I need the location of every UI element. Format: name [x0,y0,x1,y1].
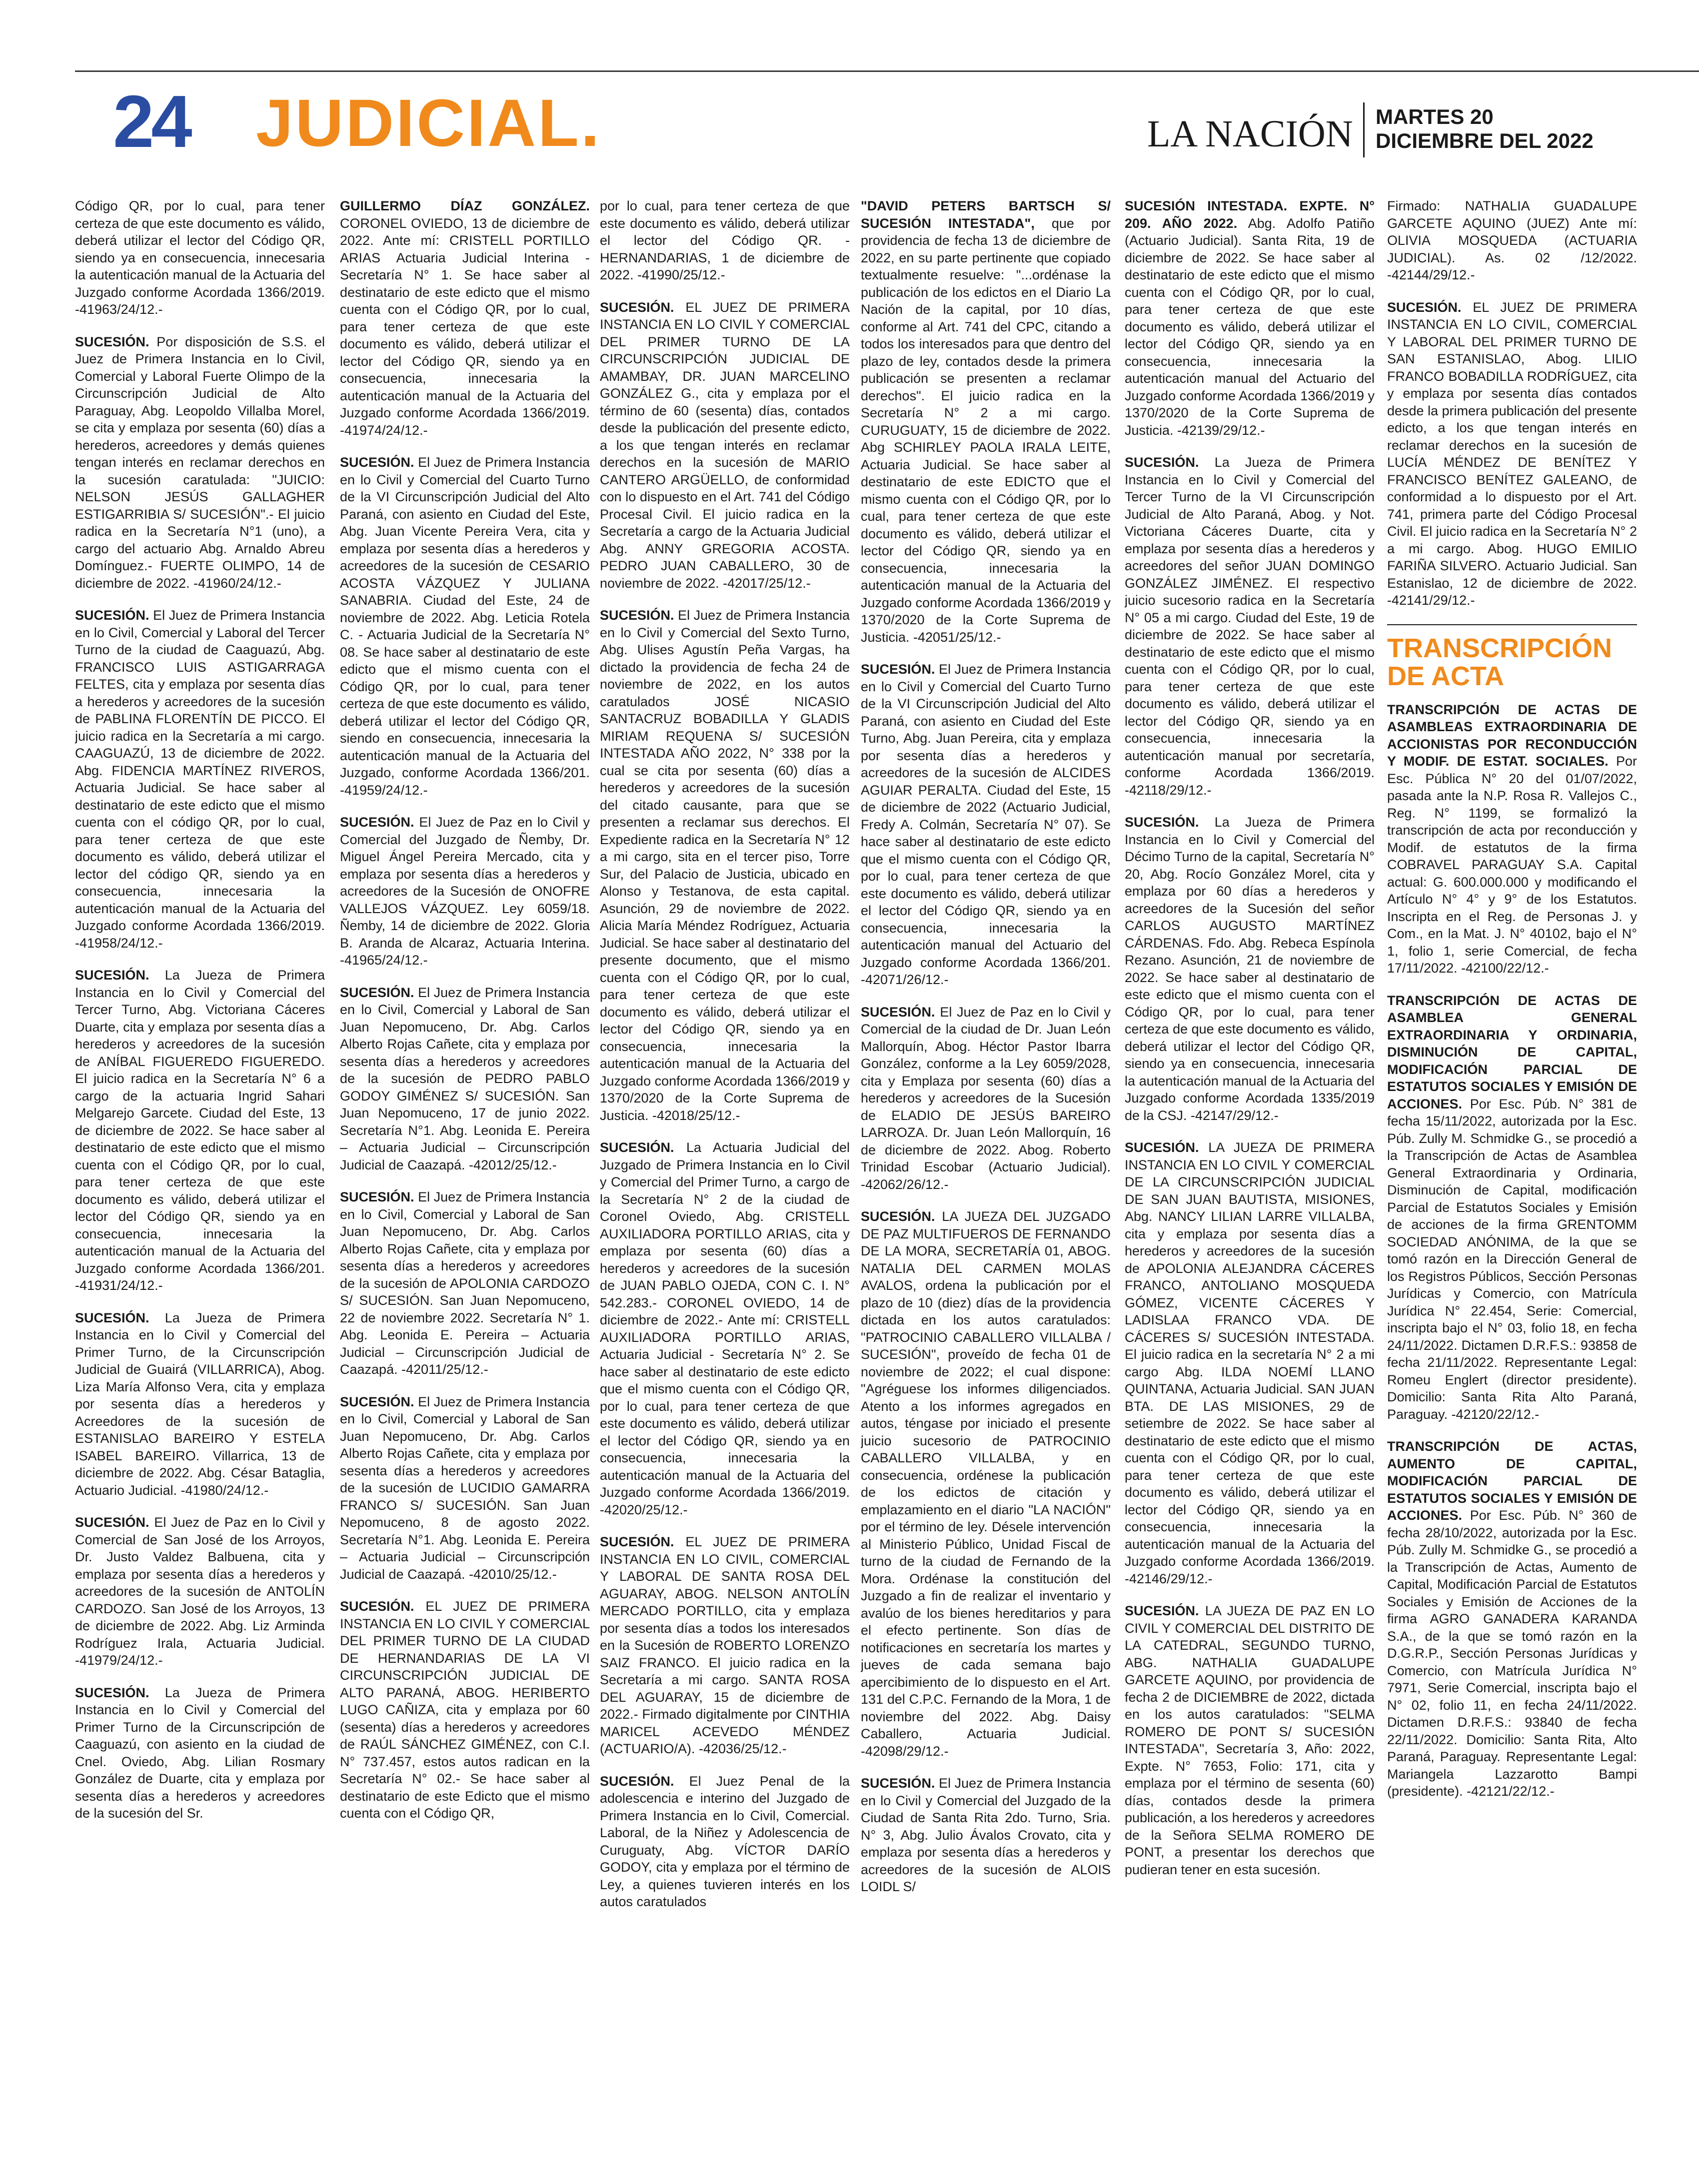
notice-body: LA JUEZA DE PAZ EN LO CIVIL Y COMERCIAL DEL DISTRITO DE LA CATEDRAL, SEGUNDO TURNO, ABG. NATHALIA GUADALUPE GARCETE AQUINO, por providencia de fecha 2 de DICIEMBRE de 2022, dictada en los autos caratulados: "SELMA ROMERO DE PONT S/ SUCESIÓN INTESTADA", Secretaría 3, Año: 2022, Expte. N° 7653, Folio: 171, cita y emplaza por el término de sesenta (60) días, contados desde la primera publicación, a los herederos y acreedores de la Señora SELMA ROMERO DE PONT, a presentar los derechos que pudieran tener en esta sucesión. [1125,1603,1375,1877]
notice-body: Código QR, por lo cual, para tener certeza de que este documento es válido, deberá utilizar el lector del Código QR, siendo ya en consecuencia, innecesaria la autenticación manual de la Actuaria del Juzgado conforme Acordada 1366/2019. -41963/24/12.- [75,198,325,317]
notice-body: EL JUEZ DE PRIMERA INSTANCIA EN LO CIVIL Y COMERCIAL DEL PRIMER TURNO DE LA CIUDAD DE HERNANDARIAS DE LA VI CIRCUNSCRIPCIÓN JUDICIAL DE ALTO PARANÁ, ABOG. HERIBERTO LUGO CAÑIZA, cita y emplaza por 60 (sesenta) días a herederos y acreedores de RAÚL SÁNCHEZ GIMÉNEZ, con C.I. N° 737.457, estos autos radican en la Secretaría N° 02.- Se hace saber al destinatario de este Edicto que el mismo cuenta con el Código QR, [340,1599,590,1821]
legal-notice [75,1514,325,1669]
notice-body: CORONEL OVIEDO, 13 de diciembre de 2022. Ante mí: CRISTELL PORTILLO ARIAS Actuaria Judicial Interina - Secretaría N° 1. Se hace saber al destinatario de este edicto que el mismo cuenta con el Código QR, por lo cual, para tener certeza de que este documento es válido, deberá utilizar el lector del Código QR, siendo ya en consecuencia, innecesaria la autenticación manual de la Actuaria del Juzgado conforme Acordada 1366/2019. -41974/24/12.- [340,215,590,438]
column-4 [861,197,1111,2172]
date-line-1: MARTES 20 [1376,105,1494,128]
notice-body: El Juez de Paz en lo Civil y Comercial de la ciudad de Dr. Juan León Mallorquín, Abog. Héctor Pastor Ibarra González, conforme a la Ley 6059/2028, cita y Emplaza por sesenta (60) días a herederos y acreedores de la Sucesión de ELADIO DE JESÚS BAREIRO LARROZA. Dr. Juan León Mallorquín, 16 de diciembre de 2022. Abog. Roberto Trinidad Escobar (Actuario Judicial). -42062/26/12.- [861,1004,1111,1192]
header-divider [1363,102,1365,157]
legal-notice [340,984,590,1174]
legal-notice [340,814,590,969]
notice-body: La Jueza de Primera Instancia en lo Civil y Comercial del Tercer Turno, Abg. Victoriana Cáceres Duarte, cita y emplaza por sesenta días a herederos y acreedores de la sucesión de ANÍBAL FIGUEREDO FIGUEREDO. El juicio radica en la Secretaría N° 6 a cargo de la actuaria Ingrid Sahari Melgarejo Garcete. Ciudad del Este, 13 de diciembre de 2022. Se hace saber al destinatario de este edicto que el mismo cuenta con el Código QR, por lo cual, para tener certeza de que este documento es válido, deberá utilizar el lector del Código QR, siendo ya en consecuencia, innecesaria la autenticación manual de la Actuaria del Juzgado conforme Acordada 1366/201. -41931/24/12.- [75,968,325,1293]
notice-body: El Juez Penal de la adolescencia e interino del Juzgado de Primera Instancia en lo Civil, Comercial. Laboral, de la Niñez y Adolescencia de Curuguaty, Abg. VÍCTOR DARÍO GODOY, cita y emplaza por el término de Ley, a quienes tuvieren interés en los autos caratulados [600,1773,850,1909]
notice-body: La Jueza de Primera Instancia en lo Civil y Comercial del Décimo Turno de la capital, Secretaría N° 20, Abg. Rocío González Morel, cita y emplaza por 60 días a herederos y acreedores de la Sucesión del señor CARLOS AUGUSTO MARTÍNEZ CÁRDENAS. Fdo. Abg. Rebeca Espínola Rezano. Asunción, 21 de noviembre de 2022. Se hace saber al destinatario de este edicto que el mismo cuenta con el Código QR, por lo cual, para tener certeza de que este documento es válido, deberá utilizar el lector del Código QR, siendo ya en consecuencia, innecesaria la autenticación manual de la Actuaria del Juzgado conforme Acordada 1335/2019 de la CSJ. -42147/29/12.- [1125,815,1375,1123]
notice-body: El Juez de Primera Instancia en lo Civil, Comercial y Laboral del Tercer Turno de la ciudad de Caaguazú, Abg. FRANCISCO LUIS ASTIGARRAGA FELTES, cita y emplaza por sesenta días a herederos y acreedores de la sucesión de PABLINA FLORENTÍN DE PICCO. El juicio radica en la Secretaría a mi cargo. CAAGUAZÚ, 13 de diciembre de 2022. Abg. FIDENCIA MARTÍNEZ RIVEROS, Actuaria Judicial. Se hace saber al destinatario de este edicto que el mismo cuenta con el código QR, por lo cual, para tener certeza de que este documento es válido, deberá utilizar el lector del código QR, siendo ya en consecuencia, innecesaria la autenticación manual de la Actuaria del Juzgado conforme Acordada 1366/2019. -41958/24/12.- [75,608,325,951]
legal-notice [861,661,1111,989]
subsection-heading: TRANSCRIPCIÓN DE ACTA [1387,633,1613,691]
legal-notice [1387,197,1637,284]
section-title: JUDICIAL. [256,86,602,160]
notice-heading: SUCESIÓN. [340,455,414,470]
notice-heading: SUCESIÓN. [340,1189,414,1204]
legal-notice [75,607,325,952]
legal-notice [600,607,850,1124]
legal-notice [861,1004,1111,1193]
notice-body: LA JUEZA DE PRIMERA INSTANCIA EN LO CIVIL Y COMERCIAL DE LA CIRCUNSCRIPCIÓN JUDICIAL DE SAN JUAN BAUTISTA, MISIONES, Abg. NANCY LILIAN LARRE VILLALBA, cita y emplaza por sesenta días a herederos y acreedores de la sucesión de APOLONIA ALEJANDRA CÁCERES FRANCO, ANTOLIANO MOSQUEDA GÓMEZ, VICENTE CÁCERES Y LADISLAA FRANCO VDA. DE CÁCERES S/ SUCESIÓN INTESTADA. El juicio radica en la secretaría N° 2 a mi cargo Abg. ILDA NOEMÍ LLANO QUINTANA, Actuaria Judicial. SAN JUAN BTA. DE LAS MISIONES, 29 de setiembre de 2022. Se hace saber al destinatario de este edicto que el mismo cuenta con el Código QR, por lo cual, para tener certeza de que este documento es válido, deberá utilizar el lector del Código QR, siendo ya en consecuencia, innecesaria la autenticación manual de la Actuaria del Juzgado conforme Acordada 1366/2019. -42146/29/12.- [1125,1140,1375,1586]
legal-notice [340,454,590,799]
notice-heading: SUCESIÓN. [75,334,149,349]
legal-notice [1387,992,1637,1423]
notice-body: El Juez de Paz en lo Civil y Comercial del Juzgado de Ñemby, Dr. Miguel Ángel Pereira Mercado, cita y emplaza por sesenta días a herederos y acreedores de la Sucesión de ONOFRE VALLEJOS VÁZQUEZ. Ley 6059/18. Ñemby, 14 de diciembre de 2022. Gloria B. Aranda de Alcaraz, Actuaria Interina. -41965/24/12.- [340,815,590,968]
notice-body: Por disposición de S.S. el Juez de Primera Instancia en lo Civil, Comercial y Laboral Fuerte Olimpo de la Circunscripción Judicial de Alto Paraguay, Abg. Leopoldo Villalba Morel, se cita y emplaza por sesenta (60) días a herederos, acreedores y demás quienes tengan interés en reclamar derechos en la sucesión caratulada: "JUICIO: NELSON JESÚS GALLAGHER ESTIGARRIBIA S/ SUCESIÓN".- El juicio radica en la Secretaría N°1 (uno), a cargo del actuario Abg. Arnaldo Abreu Domínguez.- FUERTE OLIMPO, 14 de diciembre de 2022. -41960/24/12.- [75,334,325,591]
notice-heading: SUCESIÓN. [340,1599,414,1614]
notice-heading: SUCESIÓN INTESTADA. EXPTE. N° 209. AÑO 2022. [1125,198,1375,231]
notice-heading: SUCESIÓN. [600,1773,674,1789]
legal-notice [1125,814,1375,1124]
notice-heading: SUCESIÓN. [861,1209,935,1224]
notice-heading: "DAVID PETERS BARTSCH S/ SUCESIÓN INTESTADA", [861,198,1111,231]
notice-body: El Juez de Primera Instancia en lo Civil y Comercial del Cuarto Turno de la VI Circunscripción Judicial del Alto Paraná, con asiento en Ciudad del Este Turno, Abg. Juan Pereira, cita y emplaza por sesenta días a herederos y acreedores de la sucesión de ALCIDES AGUIAR PERALTA. Ciudad del Este, 15 de diciembre de 2022 (Actuario Judicial, Fredy A. Colmán, Secretaría N° 07). Se hace saber al destinatario de este edicto que el mismo cuenta con el Código QR, por lo cual, para tener certeza de que este documento es válido, deberá utilizar el lector del Código QR, siendo ya en consecuencia, innecesaria la autenticación manual del Actuario del Juzgado conforme Acordada 1366/201. -42071/26/12.- [861,662,1111,987]
notice-body: Abg. Adolfo Patiño (Actuario Judicial). Santa Rita, 19 de diciembre de 2022. Se hace saber al destinatario de este edicto que el mismo cuenta con el Código QR, por lo cual, para tener certeza de que este documento es válido, deberá utilizar el lector del Código QR, siendo ya en consecuencia, innecesaria la autenticación manual del Actuario del Juzgado conforme Acordada 1366/2019 y 1370/2020 de la Corte Suprema de Justicia. -42139/29/12.- [1125,215,1375,438]
notice-heading: SUCESIÓN. [340,1394,414,1409]
legal-notice [75,967,325,1294]
notice-body: Por Esc. Pública N° 20 del 01/07/2022, pasada ante la N.P. Rosa R. Vallejos C., Reg. N° 1199, se formalizó la transcripción de acta por reconducción y Modif. de estatutos de la firma COBRAVEL PARAGUAY S.A. Capital actual: G. 600.000.000 y modificando el Artículo N° 4° y 9° de los Estatutos. Inscripta en el Reg. de Personas J. y Com., en la Mat. J. N° 40102, bajo el N° 1, folio 1, serie Comercial, de fecha 17/11/2022. -42100/22/12.- [1387,754,1637,976]
notice-heading: SUCESIÓN. [600,1140,674,1155]
legal-notice [1387,701,1637,977]
notice-heading: SUCESIÓN. [1387,299,1462,315]
legal-notice [1387,299,1637,609]
section-divider [1387,624,1637,625]
notice-heading: SUCESIÓN. [861,1004,935,1020]
notice-body: El Juez de Primera Instancia en lo Civil, Comercial y Laboral de San Juan Nepomuceno, Dr. Abg. Carlos Alberto Rojas Cañete, cita y emplaza por sesenta días a herederos y acreedores de la sucesión de PEDRO PABLO GODOY GIMÉNEZ S/ SUCESIÓN. San Juan Nepomuceno, 17 de junio 2022. Secretaría N°1. Abg. Leonida E. Pereira – Actuaria Judicial – Circunscripción Judicial de Caazapá. -42012/25/12.- [340,985,590,1172]
legal-notice [1387,1438,1637,1800]
notice-heading: SUCESIÓN. [861,1776,935,1791]
notice-body: Por Esc. Púb. N° 360 de fecha 28/10/2022, autorizada por la Esc. Púb. Zully M. Schmidke G., se procedió a la Transcripción de Actas, Aumento de Capital, Modificación Parcial de Estatutos Sociales y Emisión de Acciones de la firma AGRO GANADERA KARANDA S.A., de la que se tomó razón en la D.G.R.P., Sección Personas Jurídicas y Comercio, con Matrícula Jurídica N° 7971, Serie Comercial, inscripta bajo el N° 02, folio 11, en fecha 24/11/2022. Dictamen D.R.F.S.: 93840 de fecha 22/11/2022. Domicilio: Santa Rita, Alto Paraná, Paraguay. Representante Legal: Mariangela Lazzarotto Bampi (presidente). -42121/22/12.- [1387,1508,1637,1799]
legal-notice [340,197,590,439]
notice-body: por lo cual, para tener certeza de que este documento es válido, deberá utilizar el lector del Código QR. -HERNANDARIAS, 1 de diciembre de 2022. -41990/25/12.- [600,198,850,282]
legal-notice [861,1208,1111,1760]
legal-notice [600,1773,850,1911]
legal-notice [75,197,325,318]
legal-notice [861,197,1111,646]
notice-heading: TRANSCRIPCIÓN DE ACTAS DE ASAMBLEA GENERAL EXTRAORDINARIA Y ORDINARIA, DISMINUCIÓN DE CAPITAL, MODIFICACIÓN PARCIAL DE ESTATUTOS SOCIALES Y EMISIÓN DE ACCIONES. [1387,993,1637,1111]
legal-notice [75,333,325,592]
legal-notice [340,1188,590,1378]
column-3 [600,197,850,2172]
notice-heading: SUCESIÓN. [1125,1140,1199,1155]
notice-heading: SUCESIÓN. [340,985,414,1000]
notice-heading: SUCESIÓN. [600,608,674,623]
legal-notice [1125,197,1375,439]
notice-heading: SUCESIÓN. [1125,455,1199,470]
notice-body: Firmado: NATHALIA GUADALUPE GARCETE AQUINO (JUEZ) Ante mí: OLIVIA MOSQUEDA (ACTUARIA JUDICIAL). As. 02 /12/2022. -42144/29/12.- [1387,198,1637,282]
issue-date [1376,105,1594,153]
notice-heading: TRANSCRIPCIÓN DE ACTAS DE ASAMBLEAS EXTRAORDINARIA DE ACCIONISTAS POR RECONDUCCIÓN Y MODIF. DE ESTAT. SOCIALES. [1387,702,1637,769]
notice-body: La Jueza de Primera Instancia en lo Civil y Comercial del Tercer Turno de la VI Circunscripción Judicial de Alto Paraná, Abog. y Not. Victoriana Cáceres Duarte, cita y emplaza por sesenta días a herederos y acreedores del señor JUAN DOMINGO GONZÁLEZ JIMÉNEZ. El respectivo juicio sucesorio radica en la Secretaría N° 05 a mi cargo. Ciudad del Este, 19 de diciembre de 2022. Se hace saber al destinatario de este edicto que el mismo cuenta con el Código QR, por lo cual, para tener certeza de que este documento es válido, deberá utilizar el lector del Código QR, siendo ya en consecuencia, innecesaria la autenticación manual por secretaría, conforme Acordada 1366/2019. -42118/29/12.- [1125,455,1375,798]
notice-body: El Juez de Primera Instancia en lo Civil, Comercial y Laboral de San Juan Nepomuceno, Dr. Abg. Carlos Alberto Rojas Cañete, cita y emplaza por sesenta días a herederos y acreedores de la sucesión de LUCIDIO GAMARRA FRANCO S/ SUCESIÓN. San Juan Nepomuceno, 8 de agosto 2022. Secretaría N°1. Abg. Leonida E. Pereira – Actuaria Judicial – Circunscripción Judicial de Caazapá. -42010/25/12.- [340,1394,590,1582]
notice-body: EL JUEZ DE PRIMERA INSTANCIA EN LO CIVIL Y COMERCIAL DEL PRIMER TURNO DE LA CIRCUNSCRIPCIÓN JUDICIAL DE AMAMBAY, DR. JUAN MARCELINO GONZÁLEZ G., cita y emplaza por el término de 60 (sesenta) días, contados desde la publicación del presente edicto, a los que tengan interés en reclamar derechos en la sucesión de MARIO CANTERO ARGÜELLO, de conformidad con lo dispuesto en el Art. 741 del Código Procesal Civil. El juicio radica en la Secretaría a cargo de la Actuaria Judicial Abg. ANNY GREGORIA ACOSTA. PEDRO JUAN CABALLERO, 30 de noviembre de 2022. -42017/25/12.- [600,299,850,591]
notice-body: que por providencia de fecha 13 de diciembre de 2022, en su parte pertinente que copiado textualmente resuelve: "...ordénase la publicación de los edictos en el Diario La Nación de la capital, por 10 días, conforme al Art. 741 del CPC, citando a todos los interesados para que dentro del plazo de ley, contados desde la primera publicación se presenten a reclamar derechos". El juicio radica en la Secretaría N° 2 a mi cargo. CURUGUATY, 15 de diciembre de 2022. Abg SCHIRLEY PAOLA IRALA LEITE, Actuaria Judicial. Se hace saber al destinatario de este EDICTO que el mismo cuenta con el Código QR, por lo cual, para tener certeza de que este documento es válido, deberá utilizar el lector del Código QR, siendo ya en consecuencia, innecesaria la autenticación manual de la Actuaria del Juzgado conforme Acordada 1366/2019 y 1370/2020 de la Corte Suprema de Justicia. -42051/25/12.- [861,215,1111,645]
legal-notice [75,1309,325,1499]
legal-notice [1125,1139,1375,1587]
legal-notice [75,1684,325,1822]
notice-heading: SUCESIÓN. [75,1515,149,1530]
notice-body: LA JUEZA DEL JUZGADO DE PAZ MULTIFUEROS DE FERNANDO DE LA MORA, SECRETARÍA 01, ABOG. NATALIA DEL CARMEN MOLAS AVALOS, ordena la publicación por el plazo de 10 (diez) días de la providencia dictada en los autos caratulados: "PATROCINIO CABALLERO VILLALBA / SUCESIÓN", proveído de fecha 01 de noviembre de 2022; el cual dispone: "Agréguese los informes diligenciados. Atento a los informes agregados en autos, téngase por iniciado el presente juicio sucesorio de PATROCINIO CABALLERO VILLALBA, y en consecuencia, ordénese la publicación de los edictos de citación y emplazamiento en el diario "LA NACIÓN" por el término de ley. Désele intervención al Ministerio Público, Unidad Fiscal de turno de la ciudad de Fernando de la Mora. Ordénase la constitución del Juzgado a fin de realizar el inventario y avalúo de los bienes hereditarios y para el efecto pertinente. Son días de notificaciones en secretaría los martes y jueves de cada semana bajo apercibimiento de lo dispuesto en el Art. 131 del C.P.C. Fernando de la Mora, 1 de noviembre del 2022. Abg. Daisy Caballero, Actuaria Judicial. -42098/29/12.- [861,1209,1111,1759]
column-5 [1125,197,1375,2172]
notice-body: La Actuaria Judicial del Juzgado de Primera Instancia en lo Civil y Comercial del Primer Turno, a cargo de la Secretaría N° 2 de la ciudad de Coronel Oviedo, Abg. CRISTELL AUXILIADORA PORTILLO ARIAS, cita y emplaza por sesenta (60) días a herederos y acreedores de la sucesión de JUAN PABLO OJEDA, CON C. I. N° 542.283.- CORONEL OVIEDO, 14 de diciembre de 2022.- Ante mí: CRISTELL AUXILIADORA PORTILLO ARIAS, Actuaria Judicial - Secretaría N° 2. Se hace saber al destinatario de este edicto que el mismo cuenta con el Código QR, por lo cual, para tener certeza de que este documento es válido, deberá utilizar el lector del Código QR, siendo ya en consecuencia, innecesaria la autenticación manual de la Actuaria del Juzgado conforme Acordada 1366/2019. -42020/25/12.- [600,1140,850,1517]
header-rule [75,70,1699,72]
notice-heading: SUCESIÓN. [600,1534,674,1549]
notice-heading: SUCESIÓN. [75,968,149,983]
column-1 [75,197,325,2172]
page-number: 24 [113,80,189,163]
legal-notice [600,1533,850,1758]
notice-body: El Juez de Primera Instancia en lo Civil y Comercial del Sexto Turno, Abg. Ulises Agustín Peña Vargas, ha dictado la providencia de fecha 24 de noviembre de 2022, en los autos caratulados JOSÉ NICASIO SANTACRUZ BOBADILLA Y GLADIS MIRIAM REQUENA S/ SUCESIÓN INTESTADA AÑO 2022, N° 338 por la cual se cita por sesenta (60) días a herederos y acreedores de la sucesión del citado causante, para que se presenten a reclamar sus derechos. El Expediente radica en la Secretaría N° 12 a mi cargo, sita en el tercer piso, Torre Sur, del Palacio de Justicia, ubicado en Alonso y Testanova, de esta capital. Asunción, 29 de noviembre de 2022. Alicia María Méndez Rodríguez, Actuaria Judicial. Se hace saber al destinatario del presente documento, que el mismo cuenta con el Código QR, por lo cual, para tener certeza de que este documento es válido, deberá utilizar el lector del Código QR, siendo ya en consecuencia, innecesaria la autenticación manual de la Actuaria del Juzgado conforme Acordada 1366/2019 y 1370/2020 de la Corte Suprema de Justicia. -42018/25/12.- [600,608,850,1123]
notice-body: El Juez de Primera Instancia en lo Civil y Comercial del Cuarto Turno de la VI Circunscripción Judicial del Alto Paraná, con asiento en Ciudad del Este, Abg. Juan Vicente Pereira Vera, cita y emplaza por sesenta días a herederos y acreedores de la sucesión de CESARIO ACOSTA VÁZQUEZ Y JULIANA SANABRIA. Ciudad del Este, 24 de noviembre de 2022. Abg. Leticia Rotela C. - Actuaria Judicial de la Secretaría N° 08. Se hace saber al destinatario de este edicto que el mismo cuenta con el Código QR, por lo cual, para tener certeza de que este documento es válido, deberá utilizar el lector del Código QR, siendo en consecuencia, innecesaria la autenticación manual de la Actuaria del Juzgado, conforme Acordada 1366/201. -41959/24/12.- [340,455,590,798]
notice-body: El Juez de Paz en lo Civil y Comercial de San José de los Arroyos, Dr. Justo Valdez Balbuena, cita y emplaza por sesenta días a herederos y acreedores de la sucesión de ANTOLÍN CARDOZO. San José de los Arroyos, 13 de diciembre de 2022. Abg. Liz Arminda Rodríguez Irala, Actuaria Judicial. -41979/24/12.- [75,1515,325,1668]
notice-body: El Juez de Primera Instancia en lo Civil y Comercial del Juzgado de la Ciudad de Santa Rita 2do. Turno, Sria. N° 3, Abg. Julio Ávalos Crovato, cita y emplaza por sesenta días a herederos y acreedores de la sucesión de ALOIS LOIDL S/ [861,1776,1111,1894]
legal-notice [600,197,850,284]
legal-notice [600,299,850,592]
notice-heading: GUILLERMO DÍAZ GONZÁLEZ. [340,198,590,213]
legal-notice [340,1393,590,1583]
notice-heading: SUCESIÓN. [1125,815,1199,830]
notice-body: EL JUEZ DE PRIMERA INSTANCIA EN LO CIVIL, COMERCIAL Y LABORAL DE SANTA ROSA DEL AGUARAY, ABOG. NELSON ANTOLÍN MERCADO PORTILLO, cita y emplaza por sesenta días a todos los interesados en la Sucesión de ROBERTO LORENZO SAIZ FRANCO. El juicio radica en la Secretaría a mi cargo. SANTA ROSA DEL AGUARAY, 15 de diciembre de 2022.- Firmado digitalmente por CINTHIA MARICEL ACEVEDO MÉNDEZ (ACTUARIO/A). -42036/25/12.- [600,1534,850,1756]
notice-heading: SUCESIÓN. [75,1310,149,1325]
column-6 [1387,197,1637,2172]
legal-notice [600,1139,850,1518]
notice-heading: SUCESIÓN. [75,608,149,623]
legal-notice [1125,454,1375,799]
notice-heading: SUCESIÓN. [1125,1603,1199,1618]
legal-notice [861,1775,1111,1896]
date-line-2: DICIEMBRE DEL 2022 [1376,129,1594,152]
notice-heading: SUCESIÓN. [75,1685,149,1700]
notice-heading: TRANSCRIPCIÓN DE ACTAS, AUMENTO DE CAPITAL, MODIFICACIÓN PARCIAL DE ESTATUTOS SOCIALES Y EMISIÓN DE ACCIONES. [1387,1439,1637,1523]
notice-heading: SUCESIÓN. [600,299,674,315]
notice-body: La Jueza de Primera Instancia en lo Civil y Comercial del Primer Turno, de la Circunscripción Judicial de Guairá (VILLARRICA), Abog. Liza María Alfonso Vera, cita y emplaza por sesenta días a herederos y Acreedores de la sucesión de ESTANISLAO BAREIRO Y ESTELA ISABEL BAREIRO. Villarrica, 13 de diciembre de 2022. Abg. César Bataglia, Actuario Judicial. -41980/24/12.- [75,1310,325,1498]
legal-notice [1125,1602,1375,1878]
notice-body: EL JUEZ DE PRIMERA INSTANCIA EN LO CIVIL, COMERCIAL Y LABORAL DEL PRIMER TURNO DE SAN ESTANISLAO, Abog. LILIO FRANCO BOBADILLA RODRÍGUEZ, cita y emplaza por sesenta días contados desde la primera publicación del presente edicto, a los que tengan interés en reclamar derechos en la sucesión de LUCÍA MÉNDEZ DE BENÍTEZ Y FRANCISCO BENÍTEZ GALEANO, de conformidad a lo dispuesto por el Art. 741, primera parte del Código Procesal Civil. El juicio radica en la Secretaría N° 2 a mi cargo. Abog. HUGO EMILIO FARIÑA SILVERO. Actuario Judicial. San Estanislao, 12 de diciembre de 2022. -42141/29/12.- [1387,299,1637,608]
notice-body: Por Esc. Púb. N° 381 de fecha 15/11/2022, autorizada por la Esc. Púb. Zully M. Schmidke G., se procedió a la Transcripción de Actas de Asamblea General Extraordinaria y Ordinaria, Disminución de Capital, modificación Parcial de Estatutos Sociales y Emisión de acciones de la firma GRENTOMM SOCIEDAD ANÓNIMA, de la que se tomó razón en la Dirección General de los Registros Públicos, Sección Personas Jurídicas y Comercio, con Matrícula Jurídica N° 22.454, Serie: Comercial, inscripta bajo el N° 03, folio 18, en fecha 24/11/2022. Dictamen D.R.F.S.: 93858 de fecha 21/11/2022. Representante Legal: Romeu Englert (director presidente). Domicilio: Santa Rita Alto Paraná, Paraguay. -42120/22/12.- [1387,1096,1637,1422]
notice-heading: SUCESIÓN. [861,662,935,677]
notice-heading: SUCESIÓN. [340,815,414,830]
newspaper-brand: LA NACIÓN [1147,113,1353,155]
column-2 [340,197,590,2172]
notice-body: La Jueza de Primera Instancia en lo Civil y Comercial del Primer Turno de la Circunscripción de Caaguazú, con asiento en la ciudad de Cnel. Oviedo, Abg. Lilian Rosmary González de Duarte, cita y emplaza por sesenta días a herederos y acreedores de la sucesión del Sr. [75,1685,325,1821]
legal-notice [340,1598,590,1822]
notice-body: El Juez de Primera Instancia en lo Civil, Comercial y Laboral de San Juan Nepomuceno, Dr. Abg. Carlos Alberto Rojas Cañete, cita y emplaza por sesenta días a herederos y acreedores de la sucesión de APOLONIA CARDOZO S/ SUCESIÓN. San Juan Nepomuceno, 22 de noviembre 2022. Secretaría N° 1. Abg. Leonida E. Pereira – Actuaria Judicial – Circunscripción Judicial de Caazapá. -42011/25/12.- [340,1189,590,1377]
